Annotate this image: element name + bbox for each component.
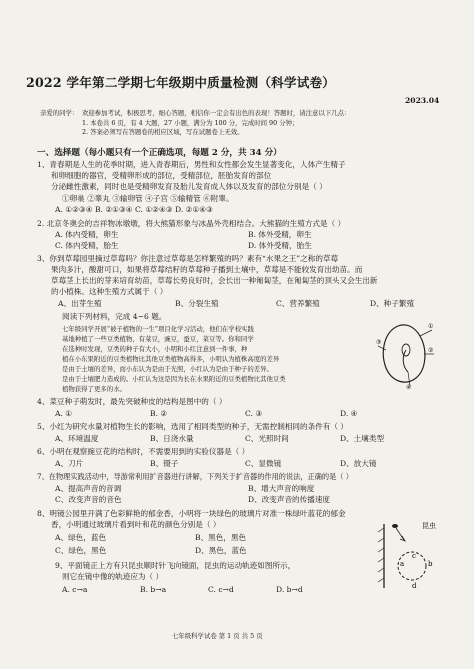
q9-option-d: D. b→d bbox=[276, 585, 303, 594]
q2-option-d: D. 体外受精，胎生 bbox=[248, 241, 312, 250]
instruction-item-2: 2. 答案必须写在答题卷的相应区域，写在试题卷上无效。 bbox=[82, 128, 244, 136]
page-title: 2022 学年第二学期七年级期中质量检测（科学试卷） bbox=[26, 75, 336, 90]
q6-option-c: C、显微镜 bbox=[245, 459, 282, 468]
seed-part-label-2: ② bbox=[428, 347, 434, 354]
q8-option-b: B、黑色，黑色 bbox=[195, 533, 247, 542]
q8-line-1: 8、明镜公园里开满了色彩鲜艳的郁金香，小明将一块绿色的玻璃片对准一株绿叶蓝花的郁金 bbox=[37, 509, 346, 518]
q8-option-a: A、绿色，蓝色 bbox=[55, 533, 107, 542]
q3-line-3: 草莓茎上长出的芽来培育幼苗，草莓长势良好时，会长出一种匍匐茎，在匍匐茎的顶头又会生出新 bbox=[51, 276, 378, 285]
q6-option-a: A、刀片 bbox=[55, 459, 84, 468]
q3-option-d: D、种子繁殖 bbox=[370, 299, 415, 308]
q4-stem: 4、菜豆种子萌发时，最先突破种皮的结构是图中的（ ） bbox=[37, 397, 227, 406]
q7-stem: 7、在物理实践活动中，导游常利用扩音器进行讲解，下列关于扩音器的作用的说法，正确的是（ ） bbox=[37, 472, 353, 481]
insect-icon bbox=[392, 524, 398, 528]
q4-option-a: A. ① bbox=[55, 409, 73, 418]
q2-stem: 2. 北京冬奥会的吉祥物冰墩墩，将大熊猫形象与冰晶外壳相结合。大熊猫的生殖方式是（ ） bbox=[37, 219, 346, 228]
embryo-curve bbox=[403, 350, 408, 372]
reading-line-5: 是由于土壤的差异，而小东认为是由于光照，小红认为是由于种子的差异。 bbox=[62, 365, 273, 373]
q1-line-3: 分泌雌性激素，同时也是受精卵发育及胎儿发育成人体以及发育的部位分别是（ ） bbox=[51, 182, 327, 191]
q3-option-a: A、出芽生殖 bbox=[58, 299, 102, 308]
q5-option-a: A、环境温度 bbox=[55, 434, 99, 443]
q3-option-b: B、分裂生殖 bbox=[175, 299, 219, 308]
q9-option-a: A. c→a bbox=[62, 585, 88, 594]
q4-option-b: B. ② bbox=[150, 409, 168, 418]
q2-option-a: A. 体内受精，卵生 bbox=[55, 230, 119, 239]
seed-part-label-1: ① bbox=[428, 323, 434, 330]
q7-option-d: D、改变声音的传播速度 bbox=[248, 495, 331, 504]
q7-option-b: B、增大声音的响度 bbox=[248, 484, 315, 493]
point-d-label: d bbox=[412, 582, 417, 590]
mirror-hatching bbox=[378, 528, 384, 582]
q6-option-d: D、放大镜 bbox=[340, 459, 377, 468]
q4-option-c: C. ③ bbox=[245, 409, 263, 418]
q8-line-2: 香，小明通过玻璃片看到叶和花的颜色分别是（ ） bbox=[51, 520, 221, 529]
reading-line-6: 是由于土壤肥力造成的。小红认为这是因为长在水果附近的豆类植物比其他豆类 bbox=[62, 375, 286, 383]
q1-answers: A. ①②③④ B. ②①③④ C. ①②④③ D. ②①④③ bbox=[55, 205, 213, 214]
q7-option-c: C、改变声音的音色 bbox=[55, 495, 122, 504]
reading-line-3: 在选种时发现，豆类的种子有大小，小明和小红注意到一件事，种 bbox=[62, 345, 248, 353]
exam-date: 2023.04 bbox=[405, 96, 440, 105]
q2-option-c: C. 体内受精，胎生 bbox=[55, 241, 119, 250]
q5-option-c: C、光照时间 bbox=[245, 434, 289, 443]
q3-line-2: 果肉多汁，酸甜可口，如果将草莓结籽的草莓种子播到土壤中，草莓是不能较发育出幼苗。而 bbox=[51, 265, 363, 274]
insect-path-line bbox=[396, 528, 404, 540]
q6-stem: 6、小明在观察豌豆花的结构时，不需要用到的实验仪器是（ ） bbox=[37, 447, 250, 456]
instruction-item-1: 1. 本卷共 6 页，有 4 大题，27 小题，满分为 100 分，完成时间 90 分钟； bbox=[82, 119, 299, 127]
q1-line-2: 和卵细胞的器官，受精卵形成的部位，受精部位，胚胎发育的部位 bbox=[51, 171, 272, 180]
reading-intro: 阅读下列材料，完成 4~6 题。 bbox=[62, 312, 167, 321]
greeting: 亲爱的同学： bbox=[40, 109, 79, 117]
q1-items: ①卵巢 ②睾丸 ③输卵管 ④子宫 ⑤输精管 ⑥附睾。 bbox=[62, 194, 234, 203]
q4-option-d: D. ④ bbox=[340, 409, 358, 418]
q2-option-b: B. 体外受精，卵生 bbox=[248, 230, 312, 239]
q8-option-d: D、黑色，蓝色 bbox=[195, 546, 247, 555]
q1-line-1: 1、青春期是人生的花季时期，进入青春期后，男性和女性都会发生显著变化，人体产生精子 bbox=[37, 160, 346, 169]
page-footer: 七年级科学试卷 第 1 页 共 5 页 bbox=[172, 632, 263, 640]
point-c-label: c bbox=[412, 552, 416, 560]
q5-option-b: B、日浇水量 bbox=[150, 434, 194, 443]
instructions-intro: 欢迎参加考试，积极思考，细心答题，相信你一定会有出色的表现！答题时，请注意以下几点： bbox=[82, 109, 351, 117]
leader-line-3 bbox=[378, 346, 386, 350]
q7-option-a: A、提高声音的音调 bbox=[55, 484, 122, 493]
insect-label: 昆虫 bbox=[422, 522, 436, 530]
reading-line-4: 植在小东果附近的豆类植物比其他豆类植物高得多，小明认为植株高度的差异 bbox=[62, 355, 280, 363]
leader-line-1 bbox=[420, 330, 432, 336]
reading-line-7: 植物获得了更多的水。 bbox=[62, 385, 126, 393]
point-b-label: b bbox=[428, 560, 433, 568]
q8-option-c: C、绿色，黑色 bbox=[55, 546, 107, 555]
q3-line-4: 的小植株。这种生殖方式属于（ ） bbox=[51, 287, 168, 296]
direction-arrow bbox=[400, 536, 405, 541]
seed-part-label-4: ④ bbox=[406, 384, 412, 390]
reading-line-1: 七年级同学开展“被子植物的一生”项目化学习活动，他们在学校实践 bbox=[62, 325, 254, 333]
q5-stem: 5、小红为研究水量对植物生长的影响，选用了相同类型的种子，无需控制相同的条件有（ ） bbox=[37, 422, 348, 431]
q9-option-c: C. c→d bbox=[208, 585, 234, 594]
q3-option-c: C、营养繁殖 bbox=[276, 299, 320, 308]
q9-line-2: 则它在镜中像的轨迹应为（ ） bbox=[62, 572, 164, 581]
q6-option-b: B、镊子 bbox=[150, 459, 179, 468]
q3-line-1: 3、你到草莓园里摘过草莓吗？你注意过草莓是怎样繁殖的吗？素有“水果之王”之称的草莓 bbox=[37, 254, 339, 263]
reading-line-2: 基地种植了一些豆类植物，有菜豆，豌豆，蚕豆，菜豆等。你和同学 bbox=[62, 335, 254, 343]
point-a-label: a bbox=[400, 560, 405, 568]
insect-mirror-figure bbox=[370, 518, 450, 596]
q9-line-1: 9、平面镜正上方有只昆虫顺时针飞向镜面，昆虫的运动轨迹如图所示， bbox=[55, 561, 296, 570]
q9-option-b: B. b→a bbox=[140, 585, 167, 594]
seed-part-label-3: ③ bbox=[376, 339, 382, 346]
bean-seed-figure bbox=[376, 320, 436, 390]
section-heading: 一、选择题（每小题只有一个正确选项，每题 2 分，共 34 分） bbox=[37, 148, 282, 158]
q5-option-d: D、土壤类型 bbox=[340, 434, 385, 443]
